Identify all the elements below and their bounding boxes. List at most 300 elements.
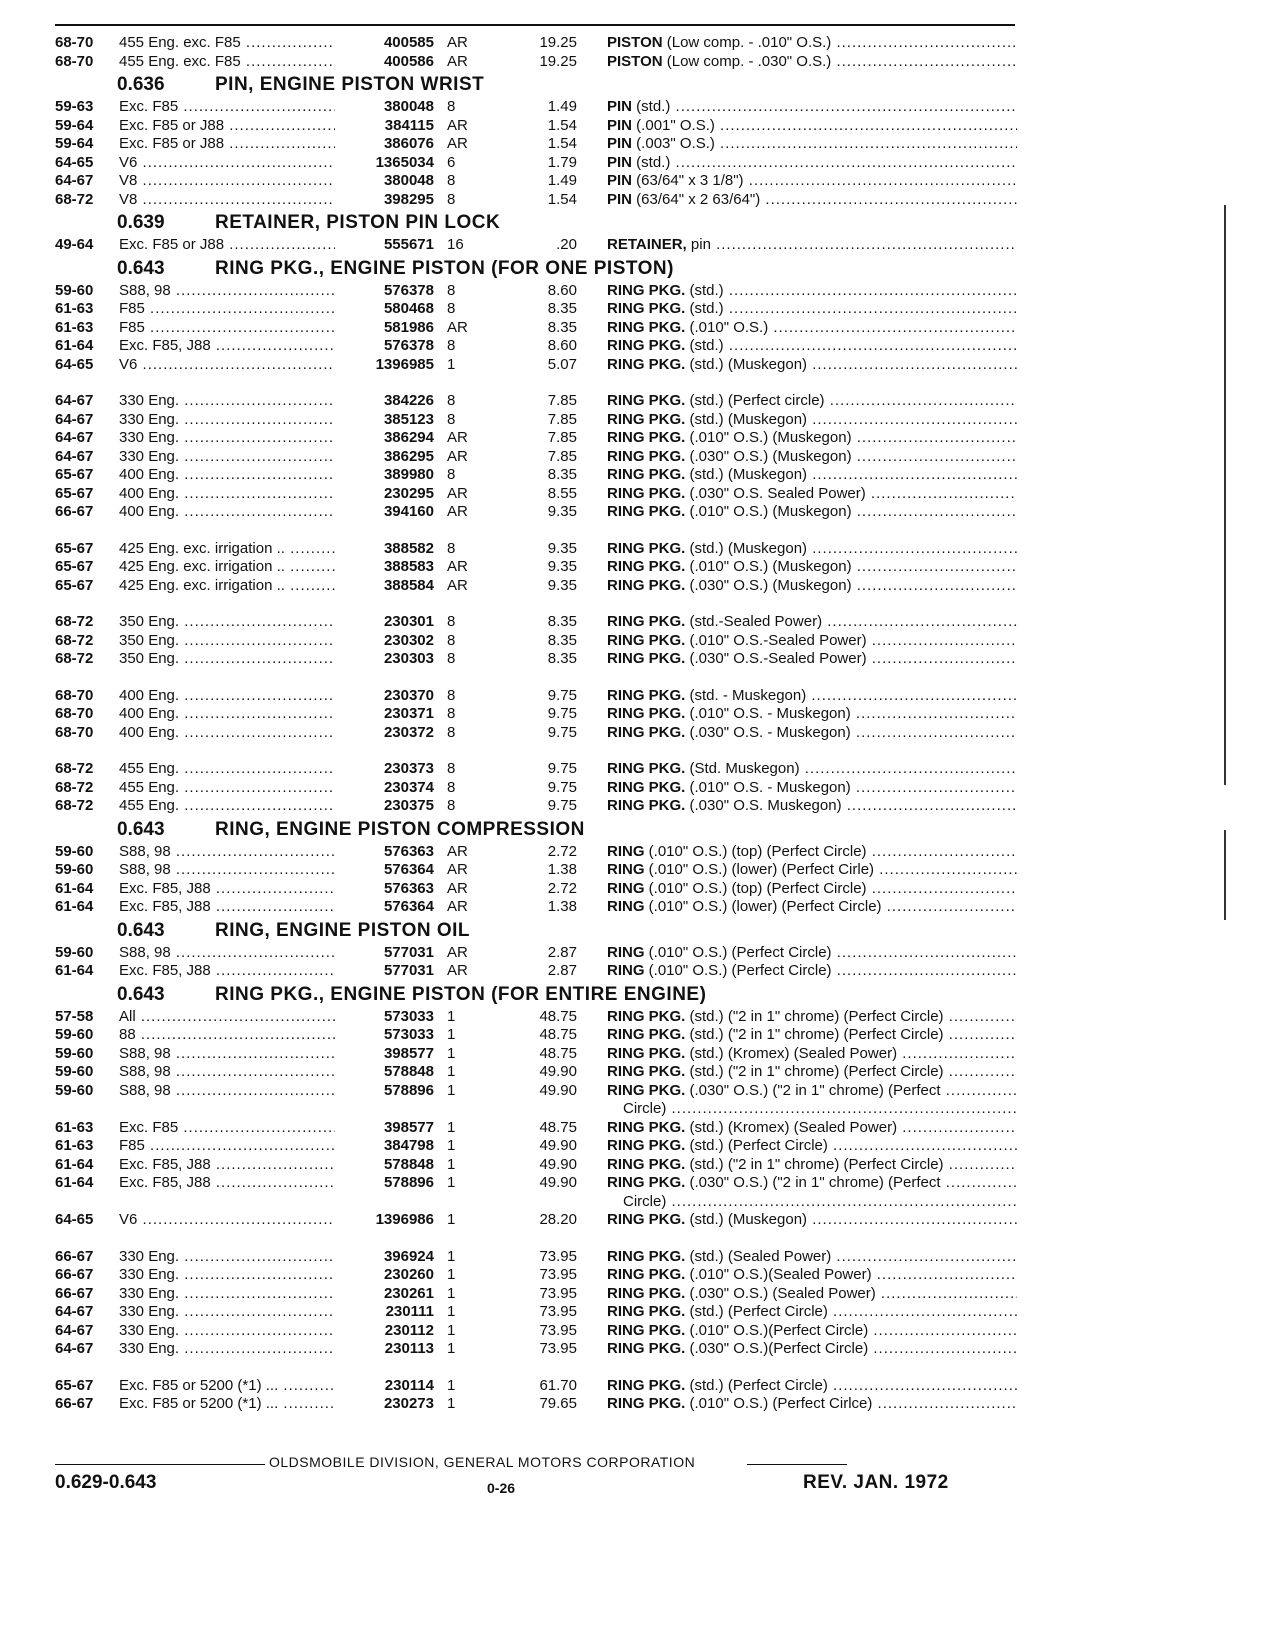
application: 400 Eng. ..... <box>119 485 335 504</box>
part-row <box>55 944 1015 963</box>
section-heading <box>55 816 1015 843</box>
description-name: RING PKG. <box>607 447 686 465</box>
application: 330 Eng. ..... <box>119 1340 335 1359</box>
group-spacer <box>55 595 1015 613</box>
description <box>607 577 1017 596</box>
description-name: RING PKG. <box>607 337 686 354</box>
description <box>607 705 1017 724</box>
model-years: 68-70 <box>55 52 94 70</box>
application: 330 Eng. ..... <box>119 1303 335 1322</box>
list-price: 79.65 <box>539 1395 577 1412</box>
quantity: 8 <box>447 613 456 630</box>
description-name: RING PKG. <box>607 484 686 502</box>
description <box>607 98 1017 117</box>
list-price: 1.49 <box>547 98 577 115</box>
description-detail: (.030" O.S.) ("2 in 1" chrome) (Perfect <box>685 1174 941 1191</box>
footer-revision: REV. JAN. 1972 <box>803 1472 949 1493</box>
description-continuation-row <box>55 1100 1015 1119</box>
description-name: PIN <box>607 116 633 134</box>
application: V8 ..... <box>119 191 335 210</box>
quantity: 1 <box>447 1044 456 1062</box>
application: F85 ..... <box>119 319 335 338</box>
description-detail: (std.) ("2 in 1" chrome) (Perfect Circle) <box>685 1026 944 1043</box>
description <box>607 613 1017 632</box>
model-years: 68-72 <box>55 631 94 649</box>
quantity: AR <box>447 898 468 915</box>
part-number: 230114 <box>384 1376 434 1394</box>
description <box>607 1395 1017 1414</box>
application: 425 Eng. exc. irrigation .. ..... <box>119 558 335 577</box>
description <box>607 1340 1017 1359</box>
part-number: 576363 <box>383 879 434 897</box>
quantity: 8 <box>447 410 456 428</box>
application: 425 Eng. exc. irrigation .. ..... <box>119 577 335 596</box>
description-name: PIN <box>607 98 633 115</box>
description-name: RING <box>607 943 645 961</box>
part-number: 385123 <box>383 410 434 428</box>
quantity: AR <box>447 116 468 134</box>
list-price: 48.75 <box>539 1044 577 1062</box>
part-number: 1365034 <box>375 153 434 171</box>
description <box>607 411 1017 430</box>
model-years: 68-70 <box>55 723 94 741</box>
part-row <box>55 300 1015 319</box>
application: S88, 98 ..... <box>119 861 335 880</box>
list-price: 1.54 <box>547 190 577 208</box>
model-years: 65-67 <box>55 539 94 557</box>
list-price: 9.75 <box>547 778 577 796</box>
part-row <box>55 1026 1015 1045</box>
part-number: 400585 <box>383 34 434 51</box>
list-price: 7.85 <box>547 410 577 428</box>
part-row <box>55 282 1015 301</box>
model-years: 68-70 <box>55 34 94 51</box>
part-row <box>55 1211 1015 1230</box>
model-years: 66-67 <box>55 1284 94 1302</box>
footer-division: OLDSMOBILE DIVISION, GENERAL MOTORS CORPORATION <box>269 1454 696 1470</box>
description <box>607 1377 1017 1396</box>
part-number: 230111 <box>385 1303 434 1320</box>
list-price: 9.75 <box>547 797 577 814</box>
part-number: 230260 <box>383 1266 434 1283</box>
application: S88, 98 ..... <box>119 282 335 301</box>
catalog-page <box>55 0 1015 1647</box>
list-price: 2.87 <box>547 943 577 961</box>
list-price: 7.85 <box>547 447 577 465</box>
list-price: 8.35 <box>547 300 577 317</box>
description-detail: (std.) (Muskegon) <box>685 539 808 557</box>
description <box>607 1174 1017 1193</box>
description-detail: (.010" O.S.)(Sealed Power) <box>685 1266 872 1283</box>
description-name: RING PKG. <box>607 686 686 704</box>
description-detail: (.003" O.S.) <box>632 135 715 152</box>
application: Exc. F85, J88 ..... <box>119 337 335 356</box>
description-detail: (.010" O.S.-Sealed Power) <box>685 631 867 649</box>
application: 350 Eng. ..... <box>119 650 335 669</box>
description-name: RING PKG. <box>607 1247 686 1265</box>
part-number: 230374 <box>383 778 434 796</box>
part-row <box>55 1156 1015 1175</box>
application: All ..... <box>119 1008 335 1027</box>
part-number: 398577 <box>383 1044 434 1062</box>
application: 350 Eng. ..... <box>119 613 335 632</box>
part-row <box>55 1063 1015 1082</box>
description-name: RING PKG. <box>607 631 686 649</box>
description-detail: (std.) (Muskegon) <box>685 410 808 428</box>
list-price: 9.35 <box>547 539 577 557</box>
quantity: 1 <box>447 1340 456 1357</box>
description-name: RING PKG. <box>607 723 686 741</box>
quantity: AR <box>447 962 468 979</box>
part-number: 386294 <box>383 429 434 446</box>
model-years: 61-63 <box>55 1118 94 1136</box>
list-price: 9.75 <box>547 705 577 722</box>
list-price: 1.79 <box>547 153 577 171</box>
description-name: PIN <box>607 153 633 171</box>
description <box>607 191 1017 210</box>
part-row <box>55 898 1015 917</box>
application: S88, 98 ..... <box>119 843 335 862</box>
part-row <box>55 154 1015 173</box>
application: 400 Eng. ..... <box>119 724 335 743</box>
model-years: 64-67 <box>55 429 94 446</box>
part-row <box>55 1303 1015 1322</box>
quantity: 8 <box>447 760 456 777</box>
part-number: 396924 <box>383 1247 434 1265</box>
list-price: 1.54 <box>547 116 577 134</box>
description <box>607 779 1017 798</box>
description-continuation: Circle) ..... <box>623 1193 1017 1212</box>
list-price: 8.35 <box>547 466 577 483</box>
description <box>607 1119 1017 1138</box>
description-name: RING <box>607 861 645 878</box>
part-row <box>55 172 1015 191</box>
description-detail: (std.) (Perfect Circle) <box>685 1376 828 1394</box>
quantity: 16 <box>447 236 464 253</box>
application: V6 ..... <box>119 1211 335 1230</box>
description <box>607 1045 1017 1064</box>
part-number: 578896 <box>383 1081 434 1099</box>
section-code: 0.643 <box>117 818 165 840</box>
description <box>607 1063 1017 1082</box>
list-price: 9.75 <box>547 760 577 777</box>
section-title: RING, ENGINE PISTON COMPRESSION <box>215 818 585 840</box>
quantity: 1 <box>447 1174 456 1191</box>
model-years: 64-67 <box>55 172 94 189</box>
description <box>607 1137 1017 1156</box>
description-detail: (std.) (Kromex) (Sealed Power) <box>685 1044 898 1062</box>
description-continuation-row <box>55 1193 1015 1212</box>
description-detail: (.001" O.S.) <box>632 116 715 134</box>
description-name: RING <box>607 879 645 897</box>
description-name: RING PKG. <box>607 613 686 630</box>
application: V6 ..... <box>119 356 335 375</box>
list-price: 19.25 <box>539 52 577 70</box>
model-years: 61-64 <box>55 962 94 979</box>
quantity: 1 <box>447 1303 456 1320</box>
description <box>607 282 1017 301</box>
quantity: 1 <box>447 1321 456 1339</box>
description-detail: (.010" O.S.) (top) (Perfect Circle) <box>644 879 867 897</box>
part-row <box>55 135 1015 154</box>
list-price: 1.38 <box>547 898 577 915</box>
application: S88, 98 ..... <box>119 1063 335 1082</box>
description-name: RING PKG. <box>607 1063 686 1080</box>
model-years: 61-64 <box>55 1174 94 1191</box>
part-row <box>55 411 1015 430</box>
description-name: RING PKG. <box>607 1340 686 1357</box>
application: Exc. F85 or 5200 (*1) ... ..... <box>119 1377 335 1396</box>
part-number: 400586 <box>383 52 434 70</box>
description-detail: (.010" O.S.)(Perfect Circle) <box>685 1321 869 1339</box>
part-row <box>55 236 1015 255</box>
quantity: 8 <box>447 466 456 483</box>
model-years: 61-63 <box>55 1137 94 1154</box>
model-years: 57-58 <box>55 1007 94 1025</box>
description-name: PIN <box>607 135 633 152</box>
part-number: 230261 <box>383 1284 434 1302</box>
list-price: 1.54 <box>547 135 577 152</box>
description-name: RING PKG. <box>607 1395 686 1412</box>
part-row <box>55 1285 1015 1304</box>
description <box>607 760 1017 779</box>
quantity: 8 <box>447 300 456 317</box>
quantity: 1 <box>447 1063 456 1080</box>
model-years: 59-60 <box>55 1026 94 1043</box>
model-years: 59-63 <box>55 98 94 115</box>
description-name: RING PKG. <box>607 1007 686 1025</box>
description-detail: (63/64" x 3 1/8") <box>632 172 744 189</box>
description-detail: (.010" O.S. - Muskegon) <box>685 705 851 722</box>
part-number: 230113 <box>384 1340 434 1357</box>
part-row <box>55 34 1015 53</box>
model-years: 61-64 <box>55 879 94 897</box>
list-price: 49.90 <box>539 1081 577 1099</box>
top-rule <box>55 24 1015 26</box>
model-years: 66-67 <box>55 1395 94 1412</box>
description-detail: (.010" O.S.) <box>685 318 769 336</box>
part-row <box>55 1137 1015 1156</box>
part-number: 580468 <box>383 300 434 317</box>
section-heading <box>55 255 1015 282</box>
application: Exc. F85, J88 ..... <box>119 1156 335 1175</box>
list-price: 8.60 <box>547 337 577 354</box>
application: S88, 98 ..... <box>119 944 335 963</box>
quantity: 8 <box>447 190 456 208</box>
parts-listing <box>55 34 1015 1414</box>
description-name: RING PKG. <box>607 503 686 520</box>
application: 330 Eng. ..... <box>119 429 335 448</box>
description <box>607 1211 1017 1230</box>
list-price: 49.90 <box>539 1174 577 1191</box>
list-price: 8.60 <box>547 281 577 299</box>
part-row <box>55 650 1015 669</box>
model-years: 59-60 <box>55 281 94 299</box>
section-heading <box>55 71 1015 98</box>
section-heading <box>55 209 1015 236</box>
description <box>607 650 1017 669</box>
part-row <box>55 117 1015 136</box>
description-detail: (std.) <box>632 98 671 115</box>
description-detail: (.030" O.S.-Sealed Power) <box>685 650 867 667</box>
description-name: RING PKG. <box>607 410 686 428</box>
part-number: 230273 <box>383 1395 434 1412</box>
description-name: RING PKG. <box>607 1137 686 1154</box>
description-detail: (std.) (Muskegon) <box>685 355 808 373</box>
scan-margin-mark <box>1224 205 1226 785</box>
part-number: 384115 <box>384 116 434 134</box>
model-years: 68-72 <box>55 778 94 796</box>
description-detail: (std.) (Perfect Circle) <box>685 1137 828 1154</box>
model-years: 64-67 <box>55 447 94 465</box>
section-heading <box>55 917 1015 944</box>
part-number: 394160 <box>383 503 434 520</box>
description-detail: (.030" O.S.) (Muskegon) <box>685 447 852 465</box>
description-detail: (.010" O.S.) (Muskegon) <box>685 429 852 446</box>
model-years: 61-64 <box>55 1155 94 1173</box>
quantity: AR <box>447 558 468 575</box>
quantity: AR <box>447 879 468 897</box>
footer-page-number: 0-26 <box>487 1480 516 1496</box>
part-number: 384798 <box>383 1137 434 1154</box>
description-detail: (std.) ("2 in 1" chrome) (Perfect Circle) <box>685 1155 944 1173</box>
description-detail: (.010" O.S.) (Muskegon) <box>685 503 852 520</box>
part-row <box>55 1377 1015 1396</box>
quantity: 6 <box>447 153 456 171</box>
list-price: 9.35 <box>547 558 577 575</box>
list-price: 2.87 <box>547 962 577 979</box>
description <box>607 687 1017 706</box>
quantity: 1 <box>447 1118 456 1136</box>
application: S88, 98 ..... <box>119 1082 335 1101</box>
list-price: 7.85 <box>547 429 577 446</box>
part-number: 578896 <box>383 1174 434 1191</box>
part-row <box>55 191 1015 210</box>
application: Exc. F85 or J88 ..... <box>119 236 335 255</box>
description <box>607 540 1017 559</box>
application: 330 Eng. ..... <box>119 448 335 467</box>
quantity: 1 <box>447 1376 456 1394</box>
part-row <box>55 632 1015 651</box>
description-detail: pin <box>686 236 711 253</box>
description-name: RING PKG. <box>607 429 686 446</box>
description <box>607 154 1017 173</box>
description-name: RING PKG. <box>607 1284 686 1302</box>
part-row <box>55 577 1015 596</box>
model-years: 65-67 <box>55 466 94 483</box>
model-years: 68-72 <box>55 760 94 777</box>
part-number: 388582 <box>383 539 434 557</box>
model-years: 61-63 <box>55 300 94 317</box>
list-price: 61.70 <box>539 1376 577 1394</box>
part-number: 230373 <box>383 760 434 777</box>
application: S88, 98 ..... <box>119 1045 335 1064</box>
part-number: 573033 <box>383 1007 434 1025</box>
description-name: RING PKG. <box>607 300 686 317</box>
quantity: 1 <box>447 1137 456 1154</box>
description <box>607 485 1017 504</box>
application: 330 Eng. ..... <box>119 411 335 430</box>
group-spacer <box>55 522 1015 540</box>
part-number: 230295 <box>383 484 434 502</box>
description-name: RING PKG. <box>607 1026 686 1043</box>
application: 455 Eng. exc. F85 ..... <box>119 53 335 72</box>
model-years: 59-60 <box>55 1063 94 1080</box>
part-number: 573033 <box>383 1026 434 1043</box>
description-name: RETAINER, <box>607 236 687 253</box>
description-name: RING PKG. <box>607 355 686 373</box>
application: Exc. F85 ..... <box>119 1119 335 1138</box>
description <box>607 466 1017 485</box>
description-detail: (.010" O.S.) (top) (Perfect Circle) <box>644 842 867 860</box>
description-detail: (.030" O.S.) (Muskegon) <box>685 576 852 594</box>
part-row <box>55 1008 1015 1027</box>
description-detail: (std.-Sealed Power) <box>685 613 823 630</box>
quantity: 8 <box>447 797 456 814</box>
description <box>607 1082 1017 1101</box>
description-name: RING PKG. <box>607 760 686 777</box>
description-detail: (.030" O.S.) (Sealed Power) <box>685 1284 876 1302</box>
part-row <box>55 1322 1015 1341</box>
section-heading <box>55 981 1015 1008</box>
description <box>607 448 1017 467</box>
section-code: 0.643 <box>117 919 165 941</box>
model-years: 59-60 <box>55 1044 94 1062</box>
list-price: 2.72 <box>547 842 577 860</box>
part-number: 386295 <box>383 447 434 465</box>
description-detail: (std. - Muskegon) <box>685 686 807 704</box>
description <box>607 117 1017 136</box>
part-row <box>55 1119 1015 1138</box>
description <box>607 843 1017 862</box>
section-title: RING, ENGINE PISTON OIL <box>215 919 471 941</box>
description-detail: (std.) <box>685 300 724 317</box>
list-price: 5.07 <box>547 355 577 373</box>
list-price: 49.90 <box>539 1155 577 1173</box>
description-detail: (.010" O.S.) (Perfect Cirlce) <box>685 1395 873 1412</box>
model-years: 65-67 <box>55 576 94 594</box>
section-title: RING PKG., ENGINE PISTON (FOR ENTIRE ENGINE) <box>215 983 707 1005</box>
application: Exc. F85, J88 ..... <box>119 962 335 981</box>
part-number: 578848 <box>383 1063 434 1080</box>
part-number: 398577 <box>383 1118 434 1136</box>
description-name: RING <box>607 898 645 915</box>
application: Exc. F85, J88 ..... <box>119 898 335 917</box>
model-years: 64-67 <box>55 392 94 409</box>
part-number: 577031 <box>383 962 434 979</box>
section-title: PIN, ENGINE PISTON WRIST <box>215 74 485 95</box>
part-row <box>55 319 1015 338</box>
description <box>607 1008 1017 1027</box>
quantity: 1 <box>447 1026 456 1043</box>
description-name: RING PKG. <box>607 1266 686 1283</box>
quantity: 8 <box>447 98 456 115</box>
model-years: 68-70 <box>55 686 94 704</box>
part-row <box>55 861 1015 880</box>
section-title: RETAINER, PISTON PIN LOCK <box>215 212 501 233</box>
quantity: AR <box>447 52 468 70</box>
quantity: 8 <box>447 686 456 704</box>
part-number: 386076 <box>383 135 434 152</box>
description <box>607 429 1017 448</box>
footer-rule-right <box>747 1464 847 1465</box>
model-years: 59-60 <box>55 842 94 860</box>
list-price: 28.20 <box>539 1211 577 1228</box>
description <box>607 1303 1017 1322</box>
list-price: 7.85 <box>547 392 577 409</box>
description-continuation: Circle) ..... <box>623 1100 1017 1119</box>
description <box>607 236 1017 255</box>
